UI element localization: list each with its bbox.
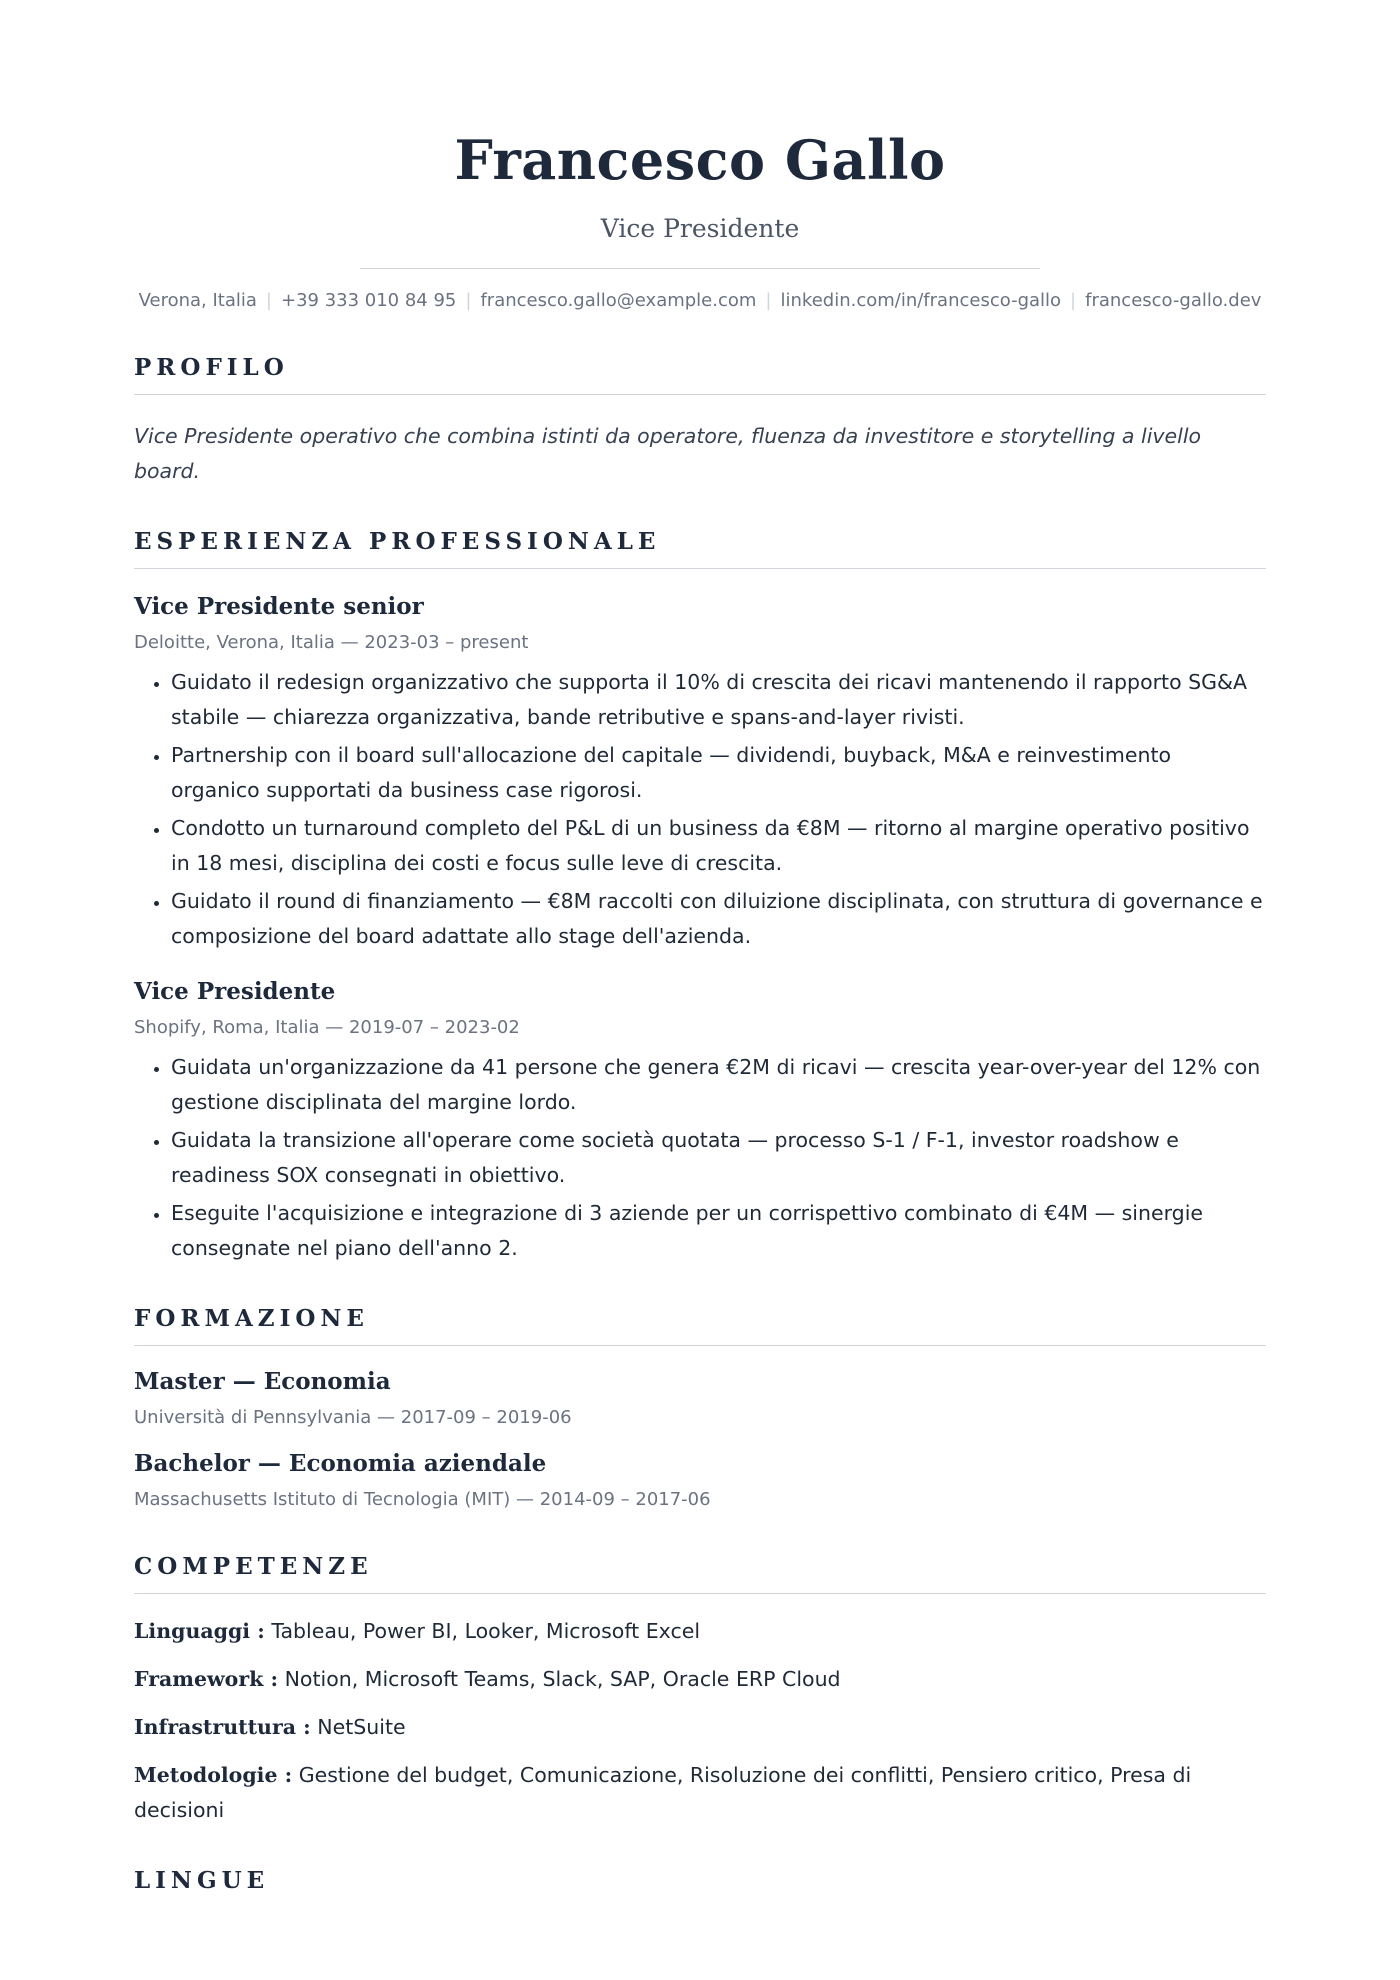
contact-line	[134, 287, 1266, 315]
experience-entry	[134, 976, 1266, 1266]
skill-value: Gestione del budget, Comunicazione, Risoluzione dei conflitti, Pensiero critico, Presa di decisioni	[134, 1763, 1192, 1822]
education-entry	[134, 1366, 1266, 1432]
section-divider	[134, 1345, 1266, 1346]
job-bullets	[134, 1050, 1266, 1266]
skill-label: Infrastruttura :	[134, 1715, 311, 1739]
job-title: Vice Presidente	[134, 978, 336, 1005]
skills-list	[134, 1614, 1266, 1828]
job-bullet: • Partnership con il board sull'allocazione del capitale — dividendi, buyback, M&A e reinvestimento organico supportati da business case rigorosi.	[171, 738, 1266, 808]
skill-value: Notion, Microsoft Teams, Slack, SAP, Oracle ERP Cloud	[284, 1667, 841, 1691]
skill-label: Metodologie :	[134, 1763, 293, 1787]
contact-separator: |	[765, 290, 772, 311]
degree-title: Bachelor — Economia aziendale	[134, 1450, 547, 1477]
section-divider	[134, 394, 1266, 395]
section-title-languages: LINGUE	[134, 1867, 270, 1894]
candidate-name: Francesco Gallo	[454, 128, 946, 192]
degree-meta: Università di Pennsylvania — 2017-09 – 2019-06	[134, 1407, 572, 1428]
skill-row	[134, 1710, 1266, 1745]
section-title-experience: ESPERIENZA PROFESSIONALE	[134, 528, 661, 555]
section-title-education: FORMAZIONE	[134, 1305, 369, 1332]
section-title-skills: COMPETENZE	[134, 1553, 373, 1580]
education-entry	[134, 1448, 1266, 1514]
contact-separator: |	[465, 290, 472, 311]
contact-email[interactable]: francesco.gallo@example.com	[480, 290, 757, 311]
skill-value: NetSuite	[317, 1715, 406, 1739]
languages-section	[134, 1864, 1266, 1898]
section-divider	[134, 568, 1266, 569]
job-bullet: • Guidata la transizione all'operare come società quotata — processo S-1 / F-1, investor roadshow e readiness SOX consegnati in obiettivo.	[171, 1123, 1266, 1193]
skills-section	[134, 1550, 1266, 1828]
job-meta: Shopify, Roma, Italia — 2019-07 – 2023-02	[134, 1017, 520, 1038]
contact-phone: +39 333 010 84 95	[280, 290, 457, 311]
job-bullet: • Eseguite l'acquisizione e integrazione di 3 aziende per un corrispettivo combinato di €4M — sinergie consegnate nel piano dell'anno 2.	[171, 1196, 1266, 1266]
profile-summary: Vice Presidente operativo che combina istinti da operatore, fluenza da investitore e storytelling a livello board.	[134, 424, 1202, 483]
job-bullet: • Guidata un'organizzazione da 41 persone che genera €2M di ricavi — crescita year-over-year del 12% con gestione disciplinata del margine lordo.	[171, 1050, 1266, 1120]
job-meta: Deloitte, Verona, Italia — 2023-03 – present	[134, 632, 529, 653]
profile-section	[134, 351, 1266, 489]
skill-row	[134, 1758, 1266, 1828]
skill-value: Tableau, Power BI, Looker, Microsoft Excel	[271, 1619, 701, 1643]
candidate-headline: Vice Presidente	[600, 214, 800, 243]
job-bullets	[134, 665, 1266, 954]
skill-label: Framework :	[134, 1667, 279, 1691]
job-bullet: • Condotto un turnaround completo del P&L di un business da €8M — ritorno al margine operativo positivo in 18 mesi, disciplina dei costi e focus sulle leve di crescita.	[171, 811, 1266, 881]
education-section	[134, 1302, 1266, 1514]
contact-website[interactable]: francesco-gallo.dev	[1085, 290, 1262, 311]
section-divider	[134, 1593, 1266, 1594]
contact-separator: |	[265, 290, 272, 311]
degree-title: Master — Economia	[134, 1368, 391, 1395]
section-title-profile: PROFILO	[134, 354, 289, 381]
header-divider	[360, 268, 1040, 269]
experience-section	[134, 525, 1266, 1266]
contact-location: Verona, Italia	[138, 290, 257, 311]
job-bullet: • Guidato il redesign organizzativo che supporta il 10% di crescita dei ricavi mantenendo il rapporto SG&A stabile — chiarezza organizzativa, bande retributive e spans-and-layer rivisti.	[171, 665, 1266, 735]
skill-row	[134, 1662, 1266, 1697]
skill-label: Linguaggi :	[134, 1619, 265, 1643]
job-bullet: • Guidato il round di finanziamento — €8M raccolti con diluizione disciplinata, con struttura di governance e composizione del board adattate allo stage dell'azienda.	[171, 884, 1266, 954]
contact-linkedin[interactable]: linkedin.com/in/francesco-gallo	[780, 290, 1062, 311]
degree-meta: Massachusetts Istituto di Tecnologia (MIT) — 2014-09 – 2017-06	[134, 1489, 711, 1510]
skill-row	[134, 1614, 1266, 1649]
resume-header	[134, 122, 1266, 315]
job-title: Vice Presidente senior	[134, 593, 424, 620]
experience-entry	[134, 591, 1266, 954]
contact-separator: |	[1070, 290, 1077, 311]
